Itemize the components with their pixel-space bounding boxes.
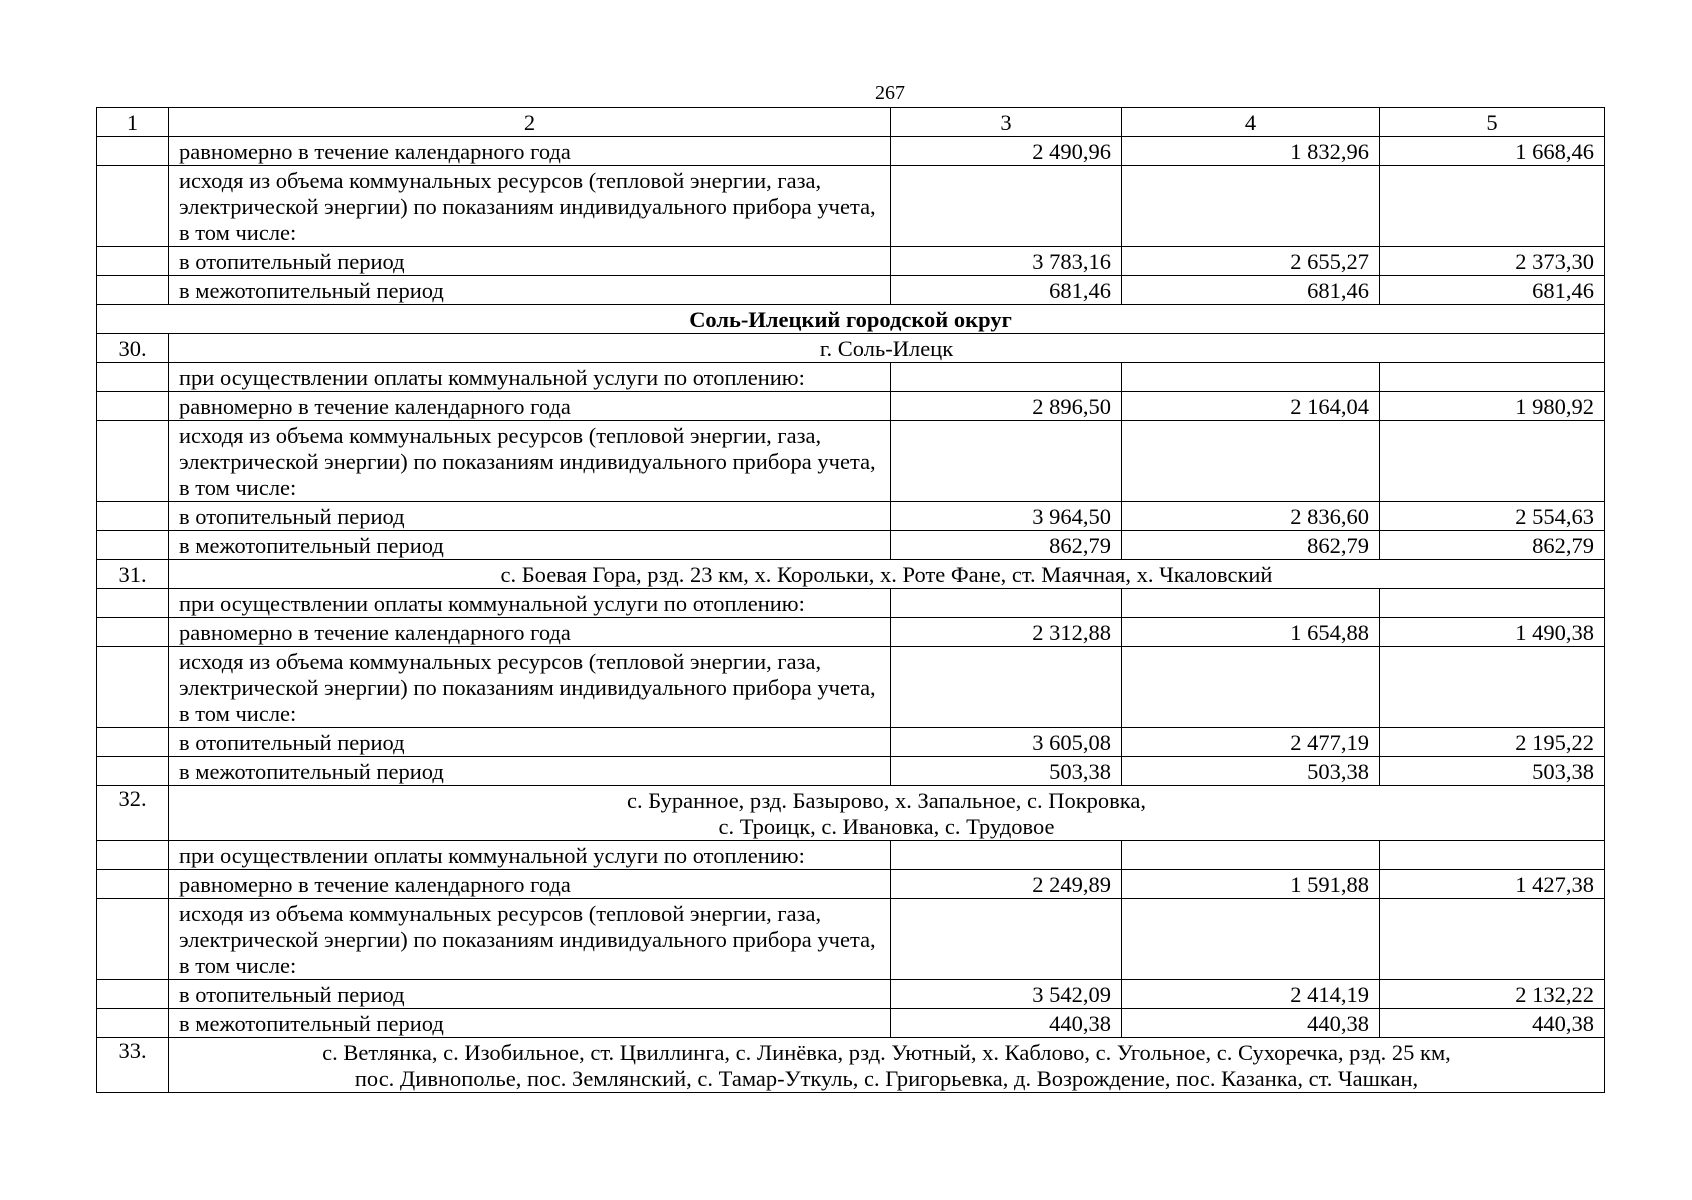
value-col-3: 681,46 xyxy=(891,276,1122,305)
value-col-4: 440,38 xyxy=(1122,1009,1380,1038)
row-index-cell xyxy=(97,757,169,786)
value-col-3: 440,38 xyxy=(891,1009,1122,1038)
section-title: Соль-Илецкий городской округ xyxy=(97,305,1605,334)
value-col-3: 2 490,96 xyxy=(891,137,1122,166)
row-label: исходя из объема коммунальных ресурсов (тепловой энергии, газа, электрической энергии) по показаниям индивидуального прибора учета, в том числе: xyxy=(169,421,891,502)
row-label: равномерно в течение календарного года xyxy=(169,870,891,899)
row-index-cell xyxy=(97,531,169,560)
settlement-name-line-1: с. Буранное, рзд. Базырово, х. Запальное, с. Покровка, xyxy=(627,788,1146,813)
value-col-4: 862,79 xyxy=(1122,531,1380,560)
value-col-5: 2 373,30 xyxy=(1380,247,1605,276)
row-index-cell xyxy=(97,589,169,618)
value-col-5: 862,79 xyxy=(1380,531,1605,560)
row-index-cell xyxy=(97,899,169,980)
value-col-3: 3 783,16 xyxy=(891,247,1122,276)
header-cell: 1 xyxy=(97,108,169,137)
settlement-name-line-2: с. Троицк, с. Ивановка, с. Трудовое xyxy=(718,814,1055,839)
row-index-cell xyxy=(97,137,169,166)
header-cell: 5 xyxy=(1380,108,1605,137)
row-index-cell xyxy=(97,647,169,728)
header-cell: 2 xyxy=(169,108,891,137)
value-col-4: 2 164,04 xyxy=(1122,392,1380,421)
value-col-5: 2 195,22 xyxy=(1380,728,1605,757)
value-col-5 xyxy=(1380,421,1605,502)
settlement-number: 32. xyxy=(97,786,169,841)
row-index-cell xyxy=(97,247,169,276)
row-label: исходя из объема коммунальных ресурсов (тепловой энергии, газа, электрической энергии) по показаниям индивидуального прибора учета, в том числе: xyxy=(169,647,891,728)
row-label: в отопительный период xyxy=(169,247,891,276)
value-col-3: 2 249,89 xyxy=(891,870,1122,899)
value-col-5 xyxy=(1380,899,1605,980)
table-row xyxy=(97,980,1605,1009)
table-row xyxy=(97,363,1605,392)
value-col-5 xyxy=(1380,363,1605,392)
row-label: в межотопительный период xyxy=(169,531,891,560)
settlement-row xyxy=(97,334,1605,363)
table-row xyxy=(97,870,1605,899)
settlement-number: 33. xyxy=(97,1038,169,1093)
settlement-name: г. Соль-Илецк xyxy=(169,334,1605,363)
value-col-4 xyxy=(1122,166,1380,247)
row-index-cell xyxy=(97,728,169,757)
row-label: при осуществлении оплаты коммунальной услуги по отоплению: xyxy=(169,589,891,618)
table-row xyxy=(97,421,1605,502)
tariff-table xyxy=(96,107,1605,1093)
section-row xyxy=(97,305,1605,334)
tariff-table-body xyxy=(97,108,1605,1093)
value-col-4 xyxy=(1122,589,1380,618)
settlement-name xyxy=(169,1038,1605,1093)
row-label: в отопительный период xyxy=(169,980,891,1009)
value-col-4: 2 836,60 xyxy=(1122,502,1380,531)
value-col-4: 1 591,88 xyxy=(1122,870,1380,899)
settlement-row xyxy=(97,1038,1605,1093)
value-col-5: 1 490,38 xyxy=(1380,618,1605,647)
table-row xyxy=(97,618,1605,647)
row-label: равномерно в течение календарного года xyxy=(169,137,891,166)
value-col-3 xyxy=(891,589,1122,618)
value-col-5: 503,38 xyxy=(1380,757,1605,786)
page-number: 267 xyxy=(875,82,905,104)
value-col-3: 3 964,50 xyxy=(891,502,1122,531)
row-label: при осуществлении оплаты коммунальной услуги по отоплению: xyxy=(169,363,891,392)
settlement-name: с. Боевая Гора, рзд. 23 км, х. Корольки, х. Роте Фане, ст. Маячная, х. Чкаловский xyxy=(169,560,1605,589)
value-col-3: 3 605,08 xyxy=(891,728,1122,757)
table-row xyxy=(97,166,1605,247)
row-index-cell xyxy=(97,421,169,502)
row-label: исходя из объема коммунальных ресурсов (тепловой энергии, газа, электрической энергии) по показаниям индивидуального прибора учета, в том числе: xyxy=(169,166,891,247)
value-col-3 xyxy=(891,363,1122,392)
row-label: при осуществлении оплаты коммунальной услуги по отоплению: xyxy=(169,841,891,870)
row-label: в межотопительный период xyxy=(169,1009,891,1038)
row-label: в межотопительный период xyxy=(169,757,891,786)
value-col-4: 681,46 xyxy=(1122,276,1380,305)
value-col-4 xyxy=(1122,899,1380,980)
row-label: в отопительный период xyxy=(169,502,891,531)
table-row xyxy=(97,1009,1605,1038)
row-label: равномерно в течение календарного года xyxy=(169,618,891,647)
value-col-3 xyxy=(891,899,1122,980)
value-col-3 xyxy=(891,647,1122,728)
value-col-5: 1 980,92 xyxy=(1380,392,1605,421)
table-row xyxy=(97,392,1605,421)
table-row xyxy=(97,589,1605,618)
value-col-3 xyxy=(891,421,1122,502)
value-col-5: 1 427,38 xyxy=(1380,870,1605,899)
table-row xyxy=(97,531,1605,560)
settlement-row xyxy=(97,786,1605,841)
value-col-4: 2 655,27 xyxy=(1122,247,1380,276)
value-col-4 xyxy=(1122,421,1380,502)
value-col-5 xyxy=(1380,841,1605,870)
value-col-5: 2 554,63 xyxy=(1380,502,1605,531)
value-col-5 xyxy=(1380,166,1605,247)
table-row xyxy=(97,502,1605,531)
settlement-number: 31. xyxy=(97,560,169,589)
row-index-cell xyxy=(97,502,169,531)
row-index-cell xyxy=(97,1009,169,1038)
value-col-3: 2 312,88 xyxy=(891,618,1122,647)
settlement-name-line-2: пос. Дивнополье, пос. Землянский, с. Тамар-Уткуль, с. Григорьевка, д. Возрождение, пос. Казанка, ст. Чашкан, xyxy=(354,1066,1419,1091)
table-row xyxy=(97,728,1605,757)
row-index-cell xyxy=(97,392,169,421)
value-col-5 xyxy=(1380,589,1605,618)
value-col-3: 3 542,09 xyxy=(891,980,1122,1009)
table-row xyxy=(97,247,1605,276)
value-col-4 xyxy=(1122,647,1380,728)
row-index-cell xyxy=(97,841,169,870)
value-col-4: 1 654,88 xyxy=(1122,618,1380,647)
row-label: в отопительный период xyxy=(169,728,891,757)
value-col-5: 440,38 xyxy=(1380,1009,1605,1038)
value-col-3: 503,38 xyxy=(891,757,1122,786)
row-label: в межотопительный период xyxy=(169,276,891,305)
table-row xyxy=(97,757,1605,786)
table-row xyxy=(97,647,1605,728)
value-col-4 xyxy=(1122,841,1380,870)
value-col-5: 2 132,22 xyxy=(1380,980,1605,1009)
value-col-4 xyxy=(1122,363,1380,392)
value-col-5 xyxy=(1380,647,1605,728)
table-row xyxy=(97,137,1605,166)
row-index-cell xyxy=(97,166,169,247)
table-row xyxy=(97,899,1605,980)
settlement-name xyxy=(169,786,1605,841)
value-col-3: 2 896,50 xyxy=(891,392,1122,421)
settlement-row xyxy=(97,560,1605,589)
row-label: равномерно в течение календарного года xyxy=(169,392,891,421)
value-col-3: 862,79 xyxy=(891,531,1122,560)
row-index-cell xyxy=(97,870,169,899)
settlement-name-line-1: с. Ветлянка, с. Изобильное, ст. Цвиллинга, с. Линёвка, рзд. Уютный, х. Каблово, с. Угольное, с. Сухоречка, рзд. 25 км, xyxy=(322,1040,1451,1065)
row-index-cell xyxy=(97,276,169,305)
value-col-5: 1 668,46 xyxy=(1380,137,1605,166)
header-cell: 4 xyxy=(1122,108,1380,137)
row-index-cell xyxy=(97,980,169,1009)
value-col-4: 2 477,19 xyxy=(1122,728,1380,757)
row-index-cell xyxy=(97,363,169,392)
value-col-4: 1 832,96 xyxy=(1122,137,1380,166)
value-col-3 xyxy=(891,166,1122,247)
value-col-3 xyxy=(891,841,1122,870)
value-col-5: 681,46 xyxy=(1380,276,1605,305)
table-row xyxy=(97,841,1605,870)
row-label: исходя из объема коммунальных ресурсов (тепловой энергии, газа, электрической энергии) по показаниям индивидуального прибора учета, в том числе: xyxy=(169,899,891,980)
table-header-row xyxy=(97,108,1605,137)
settlement-number: 30. xyxy=(97,334,169,363)
value-col-4: 2 414,19 xyxy=(1122,980,1380,1009)
row-index-cell xyxy=(97,618,169,647)
table-row xyxy=(97,276,1605,305)
value-col-4: 503,38 xyxy=(1122,757,1380,786)
header-cell: 3 xyxy=(891,108,1122,137)
